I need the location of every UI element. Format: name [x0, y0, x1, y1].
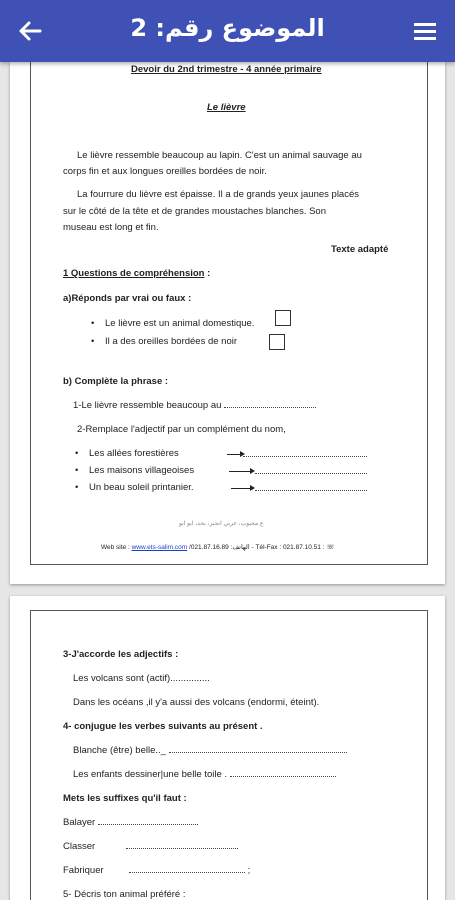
question-title: Mets les suffixes qu'il faut :	[63, 793, 187, 804]
paragraph-line: Le lièvre ressemble beaucoup au lapin. C'est un animal sauvage au	[77, 150, 362, 161]
text-title: Le lièvre	[207, 102, 246, 113]
footer-arabic: ع محبوب، عربي انجبر، بحد، ابو ابو	[179, 521, 264, 527]
section-title-colon: :	[204, 268, 211, 279]
section-title-text: 1 Questions de compréhension	[63, 268, 205, 279]
answer-blank	[255, 466, 367, 477]
answer-blank	[98, 817, 198, 825]
word: Classer	[63, 841, 96, 852]
page-sheet	[30, 610, 428, 900]
list-item: 2-Remplace l'adjectif par un complément du nom,	[77, 424, 286, 435]
list-item: Dans les océans ,il y'a aussi des volcans (endormi, éteint).	[73, 697, 320, 708]
answer-blank	[129, 865, 245, 873]
footer-web-label: Web site :	[101, 544, 132, 551]
arrow-right-icon	[231, 488, 251, 489]
footer-web-link[interactable]: www.ets-salim.com	[131, 544, 188, 551]
answer-blank	[255, 483, 367, 494]
answer-blank	[243, 449, 367, 460]
list-item	[63, 817, 198, 828]
word: Fabriquer	[63, 865, 104, 876]
document-footer	[101, 543, 334, 551]
arrow-right-icon	[227, 454, 241, 455]
paragraph-line: corps fin et aux longues oreilles bordées de noir.	[63, 166, 267, 177]
list-item: • Un beau soleil printanier.	[89, 482, 194, 493]
checkbox	[269, 334, 285, 350]
document-page-2[interactable]	[10, 596, 445, 900]
page-sheet	[30, 60, 428, 565]
list-item	[73, 769, 336, 780]
question-title: b) Complète la phrase :	[63, 376, 169, 387]
question-text: Les enfants dessiner|une belle toile .	[73, 769, 228, 780]
question-title: 3-J'accorde les adjectifs :	[63, 649, 179, 660]
question-title: 5- Décris ton animal préféré :	[63, 889, 186, 900]
question-text: Blanche (être) belle.._	[73, 745, 166, 756]
list-item: Les volcans sont (actif)...............	[73, 673, 210, 684]
question-title: a)Réponds par vrai ou faux :	[63, 293, 192, 304]
answer-blank	[224, 400, 316, 408]
section-title	[63, 268, 210, 279]
checkbox	[275, 310, 291, 326]
list-item: • Les allées forestières	[89, 448, 179, 459]
list-item	[63, 841, 238, 852]
hamburger-menu-icon[interactable]	[409, 15, 441, 47]
word: Balayer	[63, 817, 96, 828]
arrow-right-icon	[229, 471, 251, 472]
answer-blank	[169, 745, 347, 753]
footer-contact: /021.87.16.89 :الهاتف - Tél-Fax : 021.87.10.51 : ☏	[187, 544, 335, 551]
document-header: Devoir du 2nd trimestre - 4 année primaire	[131, 64, 322, 75]
answer-blank	[230, 769, 336, 777]
app-bar	[0, 0, 455, 62]
punctuation: ;	[247, 865, 251, 876]
answer-blank	[126, 841, 238, 849]
question-text: 1-Le lièvre ressemble beaucoup au	[73, 400, 222, 411]
paragraph-line: La fourrure du lièvre est épaisse. Il a de grands yeux jaunes placés	[77, 189, 359, 200]
list-item	[63, 865, 250, 876]
document-page-1[interactable]	[10, 62, 445, 584]
list-item	[73, 400, 316, 411]
question-title: 4- conjugue les verbes suivants au présent .	[63, 721, 263, 732]
paragraph-line: museau est long et fin.	[63, 222, 159, 233]
list-item: • Les maisons villageoises	[89, 465, 194, 476]
page-title: الموضوع رقم: 2	[130, 14, 325, 42]
list-item: • Il a des oreilles bordées de noir	[105, 336, 237, 347]
paragraph-line: sur le côté de la tête et de grandes moustaches blanches. Son	[63, 206, 326, 217]
list-item: • Le lièvre est un animal domestique.	[105, 318, 254, 329]
text-source: Texte adapté	[331, 244, 389, 255]
list-item	[73, 745, 347, 756]
